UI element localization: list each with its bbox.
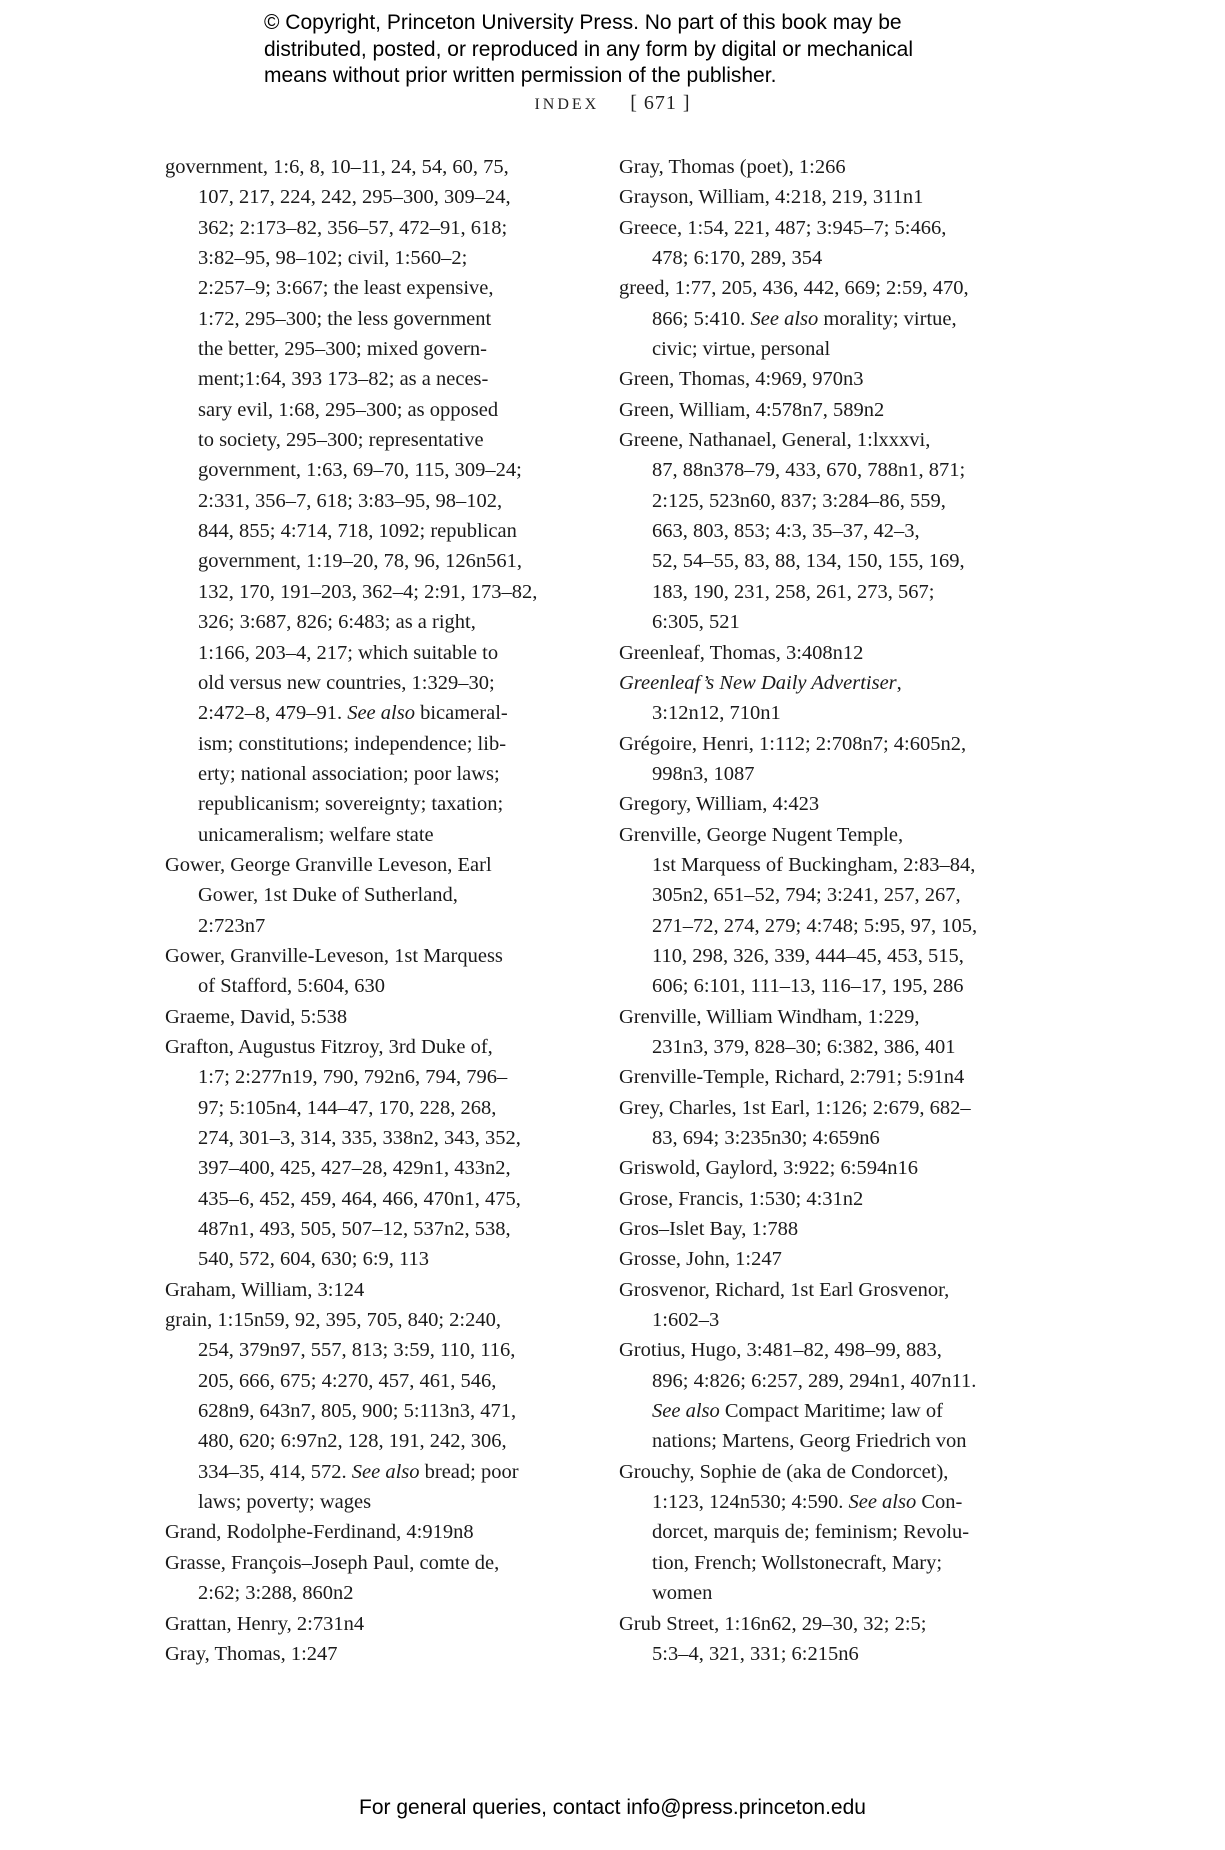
index-entry-continuation: republicanism; sovereignty; taxation; — [198, 793, 504, 816]
index-entry: Grafton, Augustus Fitzroy, 3rd Duke of, — [165, 1035, 493, 1058]
index-entry: Grayson, William, 4:218, 219, 311n1 — [619, 186, 924, 209]
see-also-text: See also — [347, 702, 415, 725]
index-entry-continuation: dorcet, marquis de; feminism; Revolu- — [652, 1521, 970, 1544]
index-entry: Grose, Francis, 1:530; 4:31n2 — [619, 1187, 864, 1210]
index-entry — [619, 668, 1059, 698]
index-entry-continuation: unicameralism; welfare state — [198, 823, 434, 846]
index-entry: Greenleaf, Thomas, 3:408n12 — [619, 641, 864, 664]
index-entry: grain, 1:15n59, 92, 395, 705, 840; 2:240, — [165, 1309, 501, 1332]
see-also-text: See also — [351, 1460, 420, 1483]
index-entry-continuation: nations; Martens, Georg Friedrich von — [652, 1430, 967, 1453]
index-entry: Gregory, William, 4:423 — [619, 793, 820, 816]
running-head — [0, 92, 1225, 115]
see-also-text: See also — [848, 1491, 917, 1514]
index-entry: Graeme, David, 5:538 — [165, 1005, 348, 1028]
index-entry-continuation: 183, 190, 231, 258, 261, 273, 567; — [652, 580, 935, 603]
index-entry: Grub Street, 1:16n62, 29–30, 32; 2:5; — [619, 1612, 927, 1635]
index-entry-continuation: 274, 301–3, 314, 335, 338n2, 343, 352, — [198, 1127, 521, 1149]
see-also-text: See also — [750, 307, 819, 330]
copyright-line: means without prior written permission of the publisher. — [264, 64, 777, 87]
index-entry-continuation: ism; constitutions; independence; lib- — [198, 732, 507, 755]
index-entry-continuation: 5:3–4, 321, 331; 6:215n6 — [652, 1642, 859, 1665]
index-entry-continuation: 998n3, 1087 — [652, 762, 755, 785]
page-number: [ 671 ] — [630, 92, 691, 114]
see-also-text: Greenleaf’s New Daily Advertiser — [619, 671, 897, 694]
index-entry-continuation — [165, 1457, 585, 1487]
index-entry: Grouchy, Sophie de (aka de Condorcet), — [619, 1460, 949, 1483]
index-entry: government, 1:6, 8, 10–11, 24, 54, 60, 75, — [165, 156, 509, 178]
index-entry: Grotius, Hugo, 3:481–82, 498–99, 883, — [619, 1339, 942, 1362]
index-column-right — [619, 152, 1059, 1669]
entry-text: bread; poor — [419, 1460, 519, 1483]
index-entry-continuation: 2:723n7 — [198, 914, 266, 937]
entry-text: 1:123, 124n530; 4:590. — [652, 1491, 849, 1514]
index-entry-continuation: 1st Marquess of Buckingham, 2:83–84, — [652, 853, 976, 876]
index-entry-continuation: civic; virtue, personal — [652, 338, 831, 361]
index-entry-continuation: tion, French; Wollstonecraft, Mary; — [652, 1551, 943, 1574]
index-entry: Grasse, François–Joseph Paul, comte de, — [165, 1551, 500, 1574]
index-entry: Grosse, John, 1:247 — [619, 1248, 782, 1271]
index-entry-continuation: 110, 298, 326, 339, 444–45, 453, 515, — [652, 944, 964, 967]
entry-text: bicameral- — [414, 702, 508, 725]
index-entry: Grattan, Henry, 2:731n4 — [165, 1612, 365, 1635]
index-entry-continuation: 132, 170, 191–203, 362–4; 2:91, 173–82, — [198, 580, 538, 603]
index-entry: Grand, Rodolphe-Ferdinand, 4:919n8 — [165, 1521, 474, 1544]
entry-text: , — [896, 671, 902, 694]
index-entry: Green, William, 4:578n7, 589n2 — [619, 398, 885, 421]
index-entry-continuation: government, 1:19–20, 78, 96, 126n561, — [198, 550, 522, 573]
index-entry: Grey, Charles, 1st Earl, 1:126; 2:679, 682– — [619, 1096, 971, 1119]
index-entry: Grenville, George Nugent Temple, — [619, 823, 904, 846]
index-entry-continuation: 606; 6:101, 111–13, 116–17, 195, 286 — [652, 975, 964, 998]
index-entry-continuation: 2:257–9; 3:667; the least expensive, — [198, 277, 494, 300]
index-entry: Grégoire, Henri, 1:112; 2:708n7; 4:605n2, — [619, 732, 967, 755]
index-entry: Gros–Islet Bay, 1:788 — [619, 1218, 799, 1241]
index-entry-continuation: 1:72, 295–300; the less government — [198, 307, 492, 330]
index-entry-continuation: 628n9, 643n7, 805, 900; 5:113n3, 471, — [198, 1400, 517, 1423]
index-entry-continuation: old versus new countries, 1:329–30; — [198, 671, 495, 694]
index-entry-continuation: 271–72, 274, 279; 4:748; 5:95, 97, 105, — [652, 914, 978, 937]
index-entry-continuation: 6:305, 521 — [652, 611, 740, 634]
index-entry: Green, Thomas, 4:969, 970n3 — [619, 368, 864, 391]
index-entry-continuation: 1:602–3 — [652, 1309, 720, 1332]
index-entry-continuation: 107, 217, 224, 242, 295–300, 309–24, — [198, 186, 511, 209]
index-entry-continuation: 362; 2:173–82, 356–57, 472–91, 618; — [198, 216, 508, 239]
index-entry-continuation: Gower, 1st Duke of Sutherland, — [198, 884, 458, 907]
copyright-line: © Copyright, Princeton University Press. No part of this book may be — [264, 11, 902, 34]
footer-contact: For general queries, contact info@press.princeton.edu — [359, 1796, 866, 1819]
index-entry-continuation: 2:125, 523n60, 837; 3:284–86, 559, — [652, 489, 946, 512]
copyright-notice — [264, 10, 1024, 90]
index-entry-continuation: 231n3, 379, 828–30; 6:382, 386, 401 — [652, 1035, 956, 1058]
entry-text: 334–35, 414, 572. — [198, 1460, 352, 1483]
index-entry-continuation: 1:166, 203–4, 217; which suitable to — [198, 641, 499, 664]
index-entry-continuation: 205, 666, 675; 4:270, 457, 461, 546, — [198, 1369, 497, 1392]
index-entry: Gray, Thomas, 1:247 — [165, 1642, 338, 1665]
index-entry-continuation: 896; 4:826; 6:257, 289, 294n1, 407n11. — [652, 1369, 977, 1392]
index-entry-continuation: 83, 694; 3:235n30; 4:659n6 — [652, 1127, 880, 1149]
index-entry-continuation — [165, 698, 585, 728]
index-entry-continuation: 97; 5:105n4, 144–47, 170, 228, 268, — [198, 1096, 497, 1119]
running-head-section: INDEX — [534, 96, 600, 113]
index-entry: Gray, Thomas (poet), 1:266 — [619, 156, 846, 178]
index-entry-continuation: 2:62; 3:288, 860n2 — [198, 1582, 354, 1605]
index-entry-continuation: women — [652, 1582, 713, 1605]
entry-text: Compact Maritime; law of — [719, 1400, 943, 1423]
entry-text: Con- — [916, 1491, 963, 1514]
index-entry-continuation: ment;1:64, 393 173–82; as a neces- — [198, 368, 489, 391]
index-entry: Grenville-Temple, Richard, 2:791; 5:91n4 — [619, 1066, 965, 1089]
index-entry: Greece, 1:54, 221, 487; 3:945–7; 5:466, — [619, 216, 947, 239]
index-entry-continuation: 480, 620; 6:97n2, 128, 191, 242, 306, — [198, 1430, 507, 1453]
index-entry-continuation: sary evil, 1:68, 295–300; as opposed — [198, 398, 499, 421]
index-entry-continuation: 87, 88n378–79, 433, 670, 788n1, 871; — [652, 459, 966, 482]
index-entry-continuation: 435–6, 452, 459, 464, 466, 470n1, 475, — [198, 1187, 521, 1210]
index-entry: Grosvenor, Richard, 1st Earl Grosvenor, — [619, 1278, 950, 1301]
entry-text: morality; virtue, — [818, 307, 957, 330]
index-entry-continuation: 1:7; 2:277n19, 790, 792n6, 794, 796– — [198, 1066, 508, 1089]
index-entry-continuation: 663, 803, 853; 4:3, 35–37, 42–3, — [652, 520, 920, 543]
index-entry: Gower, Granville-Leveson, 1st Marquess — [165, 944, 503, 967]
index-entry-continuation — [619, 1487, 1059, 1517]
index-column-left — [165, 152, 585, 1669]
index-entry-continuation: 52, 54–55, 83, 88, 134, 150, 155, 169, — [652, 550, 965, 573]
copyright-line: distributed, posted, or reproduced in any form by digital or mechanical — [264, 37, 914, 61]
index-entry: Gower, George Granville Leveson, Earl — [165, 853, 492, 876]
index-entry-continuation — [619, 304, 1059, 334]
index-entry-continuation: government, 1:63, 69–70, 115, 309–24; — [198, 459, 522, 482]
index-entry-continuation: 254, 379n97, 557, 813; 3:59, 110, 116, — [198, 1339, 516, 1362]
index-entry-continuation: 3:82–95, 98–102; civil, 1:560–2; — [198, 247, 468, 270]
index-entry: Grenville, William Windham, 1:229, — [619, 1005, 920, 1028]
entry-text: 866; 5:410. — [652, 307, 751, 330]
index-entry: greed, 1:77, 205, 436, 442, 669; 2:59, 470, — [619, 277, 969, 300]
index-entry-continuation: 3:12n12, 710n1 — [652, 702, 781, 725]
index-entry-continuation: 397–400, 425, 427–28, 429n1, 433n2, — [198, 1157, 511, 1180]
index-entry-continuation: 478; 6:170, 289, 354 — [652, 247, 823, 270]
index-entry: Graham, William, 3:124 — [165, 1278, 365, 1301]
index-entry-continuation — [619, 1396, 1059, 1426]
index-entry: Griswold, Gaylord, 3:922; 6:594n16 — [619, 1157, 918, 1180]
index-entry-continuation: 487n1, 493, 505, 507–12, 537n2, 538, — [198, 1218, 511, 1241]
see-also-text: See also — [652, 1400, 720, 1423]
index-entry-continuation: 326; 3:687, 826; 6:483; as a right, — [198, 611, 476, 634]
index-entry-continuation: to society, 295–300; representative — [198, 429, 484, 452]
index-entry-continuation: erty; national association; poor laws; — [198, 762, 500, 785]
index-entry-continuation: 540, 572, 604, 630; 6:9, 113 — [198, 1248, 430, 1271]
index-entry-continuation: the better, 295–300; mixed govern- — [198, 338, 487, 361]
index-entry-continuation: laws; poverty; wages — [198, 1491, 372, 1514]
index-entry-continuation: 305n2, 651–52, 794; 3:241, 257, 267, — [652, 884, 961, 907]
index-entry-continuation: of Stafford, 5:604, 630 — [198, 975, 385, 998]
index-entry-continuation: 844, 855; 4:714, 718, 1092; republican — [198, 520, 517, 543]
entry-text: 2:472–8, 479–91. — [198, 702, 348, 725]
index-entry-continuation: 2:331, 356–7, 618; 3:83–95, 98–102, — [198, 489, 503, 512]
index-entry: Greene, Nathanael, General, 1:lxxxvi, — [619, 429, 931, 452]
